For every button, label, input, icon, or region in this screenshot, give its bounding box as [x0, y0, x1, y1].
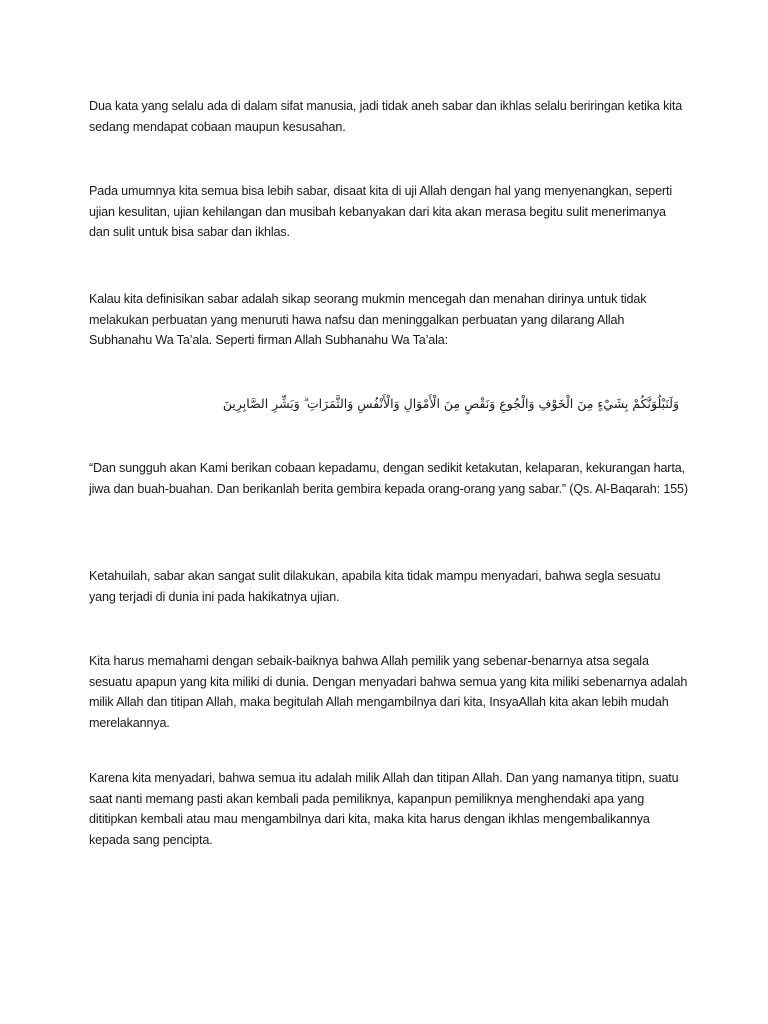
paragraph-ketahuilah: Ketahuilah, sabar akan sangat sulit dilakukan, apabila kita tidak mampu menyadari, bahwa segla sesuatu yang terjadi di dunia ini pada hakikatnya ujian. [89, 569, 661, 604]
arabic-verse: وَلَنَبْلُوَنَّكُمْ بِشَيْءٍ مِنَ الْخَوْفِ وَالْجُوعِ وَنَقْصٍ مِنَ الْأَمْوَالِ وَالْأَنْفُسِ وَالثَّمَرَاتِ ۗ وَبَشِّرِ الصَّابِرِينَ [222, 396, 679, 411]
paragraph-memahami: Kita harus memahami dengan sebaik-baiknya bahwa Allah pemilik yang sebenar-benarnya atsa segala sesuatu apapun yang kita miliki di dunia. Dengan menyadari bahwa semua yang kita miliki sebenarnya adalah milik Allah dan titipan Allah, maka begitulah Allah mengambilnya dari kita, InsyaAllah kita akan lebih mudah merelakannya. [89, 654, 688, 730]
paragraph-definisi-sabar: Kalau kita definisikan sabar adalah sikap seorang mukmin mencegah dan menahan dirinya untuk tidak melakukan perbuatan yang menuruti hawa nafsu dan meninggalkan perbuatan yang dilarang Allah Subhanahu Wa Ta’ala. Seperti firman Allah Subhanahu Wa Ta’ala: [89, 292, 647, 347]
paragraph-translation: “Dan sungguh akan Kami berikan cobaan kepadamu, dengan sedikit ketakutan, kelaparan, kekurangan harta, jiwa dan buah-buahan. Dan berikanlah berita gembira kepada orang-orang yang sabar.” (Qs. Al-Baqarah: 155) [89, 461, 688, 496]
paragraph-titipan: Karena kita menyadari, bahwa semua itu adalah milik Allah dan titipan Allah. Dan yang namanya titipn, suatu saat nanti memang pasti akan kembali pada pemiliknya, kapanpun pemiliknya menghendaki apa yang dititipkan kembali atau mau mengambilnya dari kita, maka kita harus dengan ikhlas mengembalikannya kepada sang pencipta. [89, 771, 679, 847]
paragraph-intro: Dua kata yang selalu ada di dalam sifat manusia, jadi tidak aneh sabar dan ikhlas selalu beriringan ketika kita sedang mendapat cobaan maupun kesusahan. [89, 99, 683, 134]
paragraph-umumnya: Pada umumnya kita semua bisa lebih sabar, disaat kita di uji Allah dengan hal yang menyenangkan, seperti ujian kesulitan, ujian kehilangan dan musibah kebanyakan dari kita akan merasa begitu sulit menerimanya dan sulit untuk bisa sabar dan ikhlas. [89, 184, 672, 239]
